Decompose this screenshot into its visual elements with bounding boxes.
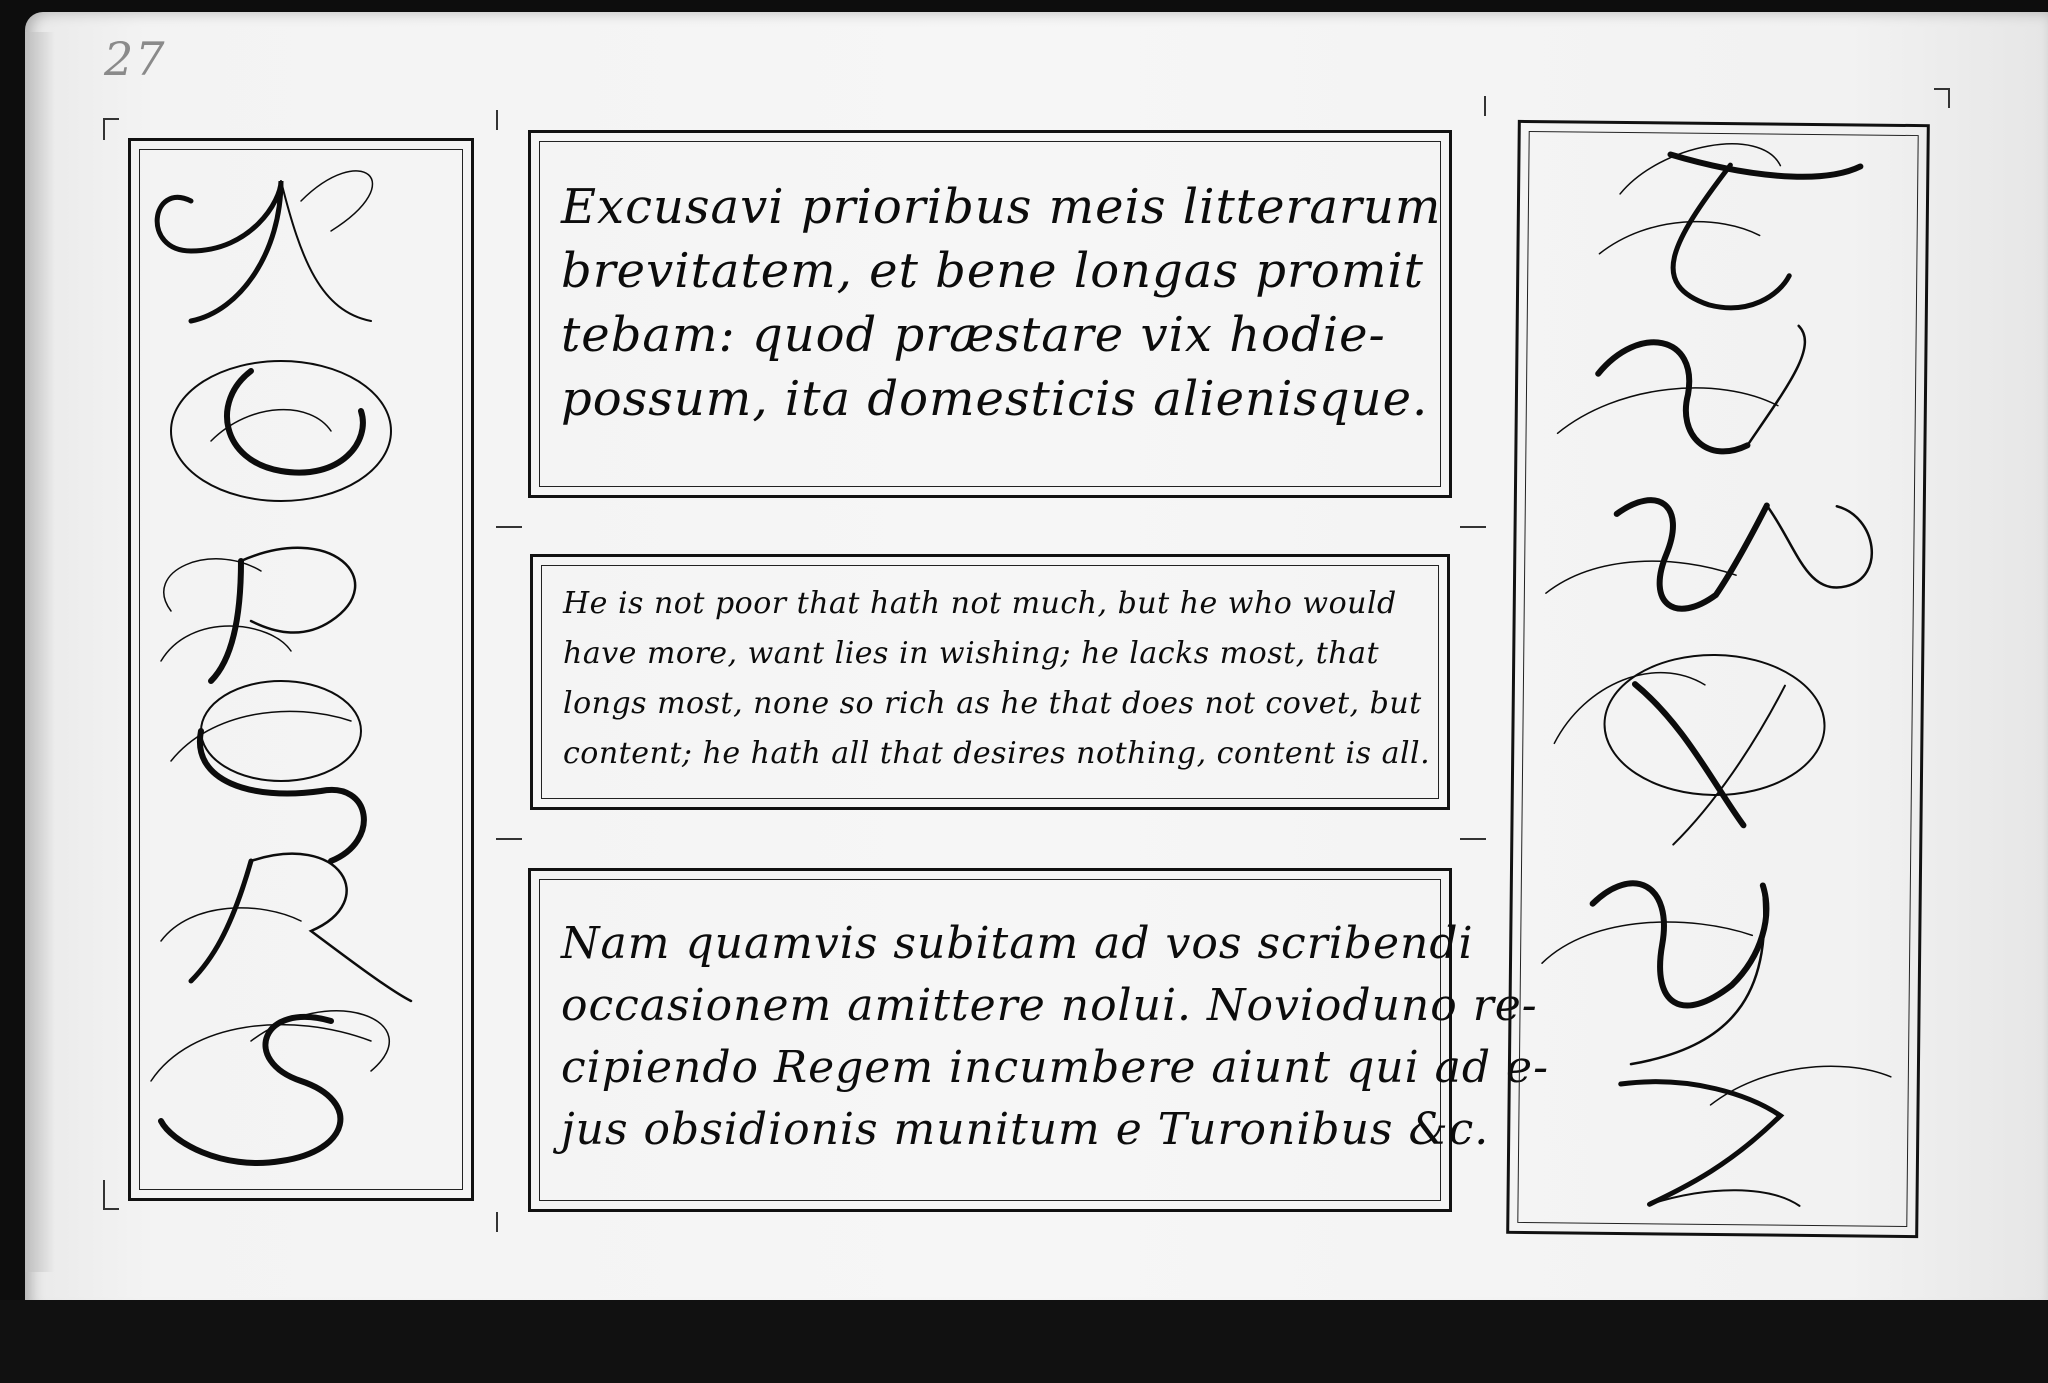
text-line: Excusavi prioribus meis litterarum xyxy=(561,179,1442,235)
crop-mark xyxy=(496,526,522,528)
crop-mark xyxy=(103,118,119,120)
right-ornament-panel xyxy=(1506,120,1930,1238)
page-number: 27 xyxy=(104,32,167,86)
crop-mark xyxy=(1484,96,1486,116)
text-line: He is not poor that hath not much, but he who would xyxy=(563,586,1397,621)
page-gutter xyxy=(25,32,55,1272)
text-line: jus obsidionis munitum e Turonibus &c. xyxy=(561,1104,1490,1155)
text-panel-middle xyxy=(530,554,1450,810)
text-block-bottom xyxy=(561,913,1549,1161)
flourished-capitals-right xyxy=(1509,123,1927,1235)
text-line: tebam: quod præstare vix hodie- xyxy=(561,307,1386,363)
text-panel-top xyxy=(528,130,1452,498)
left-ornament-panel xyxy=(128,138,474,1201)
crop-mark xyxy=(496,1212,498,1232)
crop-mark xyxy=(1934,88,1950,90)
text-line: occasionem amittere nolui. Novioduno re- xyxy=(561,980,1538,1031)
crop-mark xyxy=(103,1180,105,1210)
crop-mark xyxy=(1460,526,1486,528)
background-edge xyxy=(0,1300,2048,1383)
text-block-top xyxy=(561,175,1442,431)
flourished-capitals-left xyxy=(131,141,471,1198)
crop-mark xyxy=(103,118,105,140)
text-line: cipiendo Regem incumbere aiunt qui ad e- xyxy=(561,1042,1549,1093)
crop-mark xyxy=(1948,88,1950,108)
text-panel-bottom xyxy=(528,868,1549,1212)
crop-mark xyxy=(103,1208,119,1210)
text-line: content; he hath all that desires nothing, content is all. xyxy=(563,736,1431,771)
text-line: Nam quamvis subitam ad vos scribendi xyxy=(561,918,1474,969)
crop-mark xyxy=(1460,838,1486,840)
text-line: possum, ita domesticis alienisque. xyxy=(561,371,1429,427)
text-line: longs most, none so rich as he that does not covet, but xyxy=(563,686,1422,721)
text-line: brevitatem, et bene longas promit xyxy=(561,243,1424,299)
crop-mark xyxy=(496,110,498,130)
crop-mark xyxy=(496,838,522,840)
text-line: have more, want lies in wishing; he lacks most, that xyxy=(563,636,1380,671)
text-block-middle xyxy=(563,579,1431,779)
